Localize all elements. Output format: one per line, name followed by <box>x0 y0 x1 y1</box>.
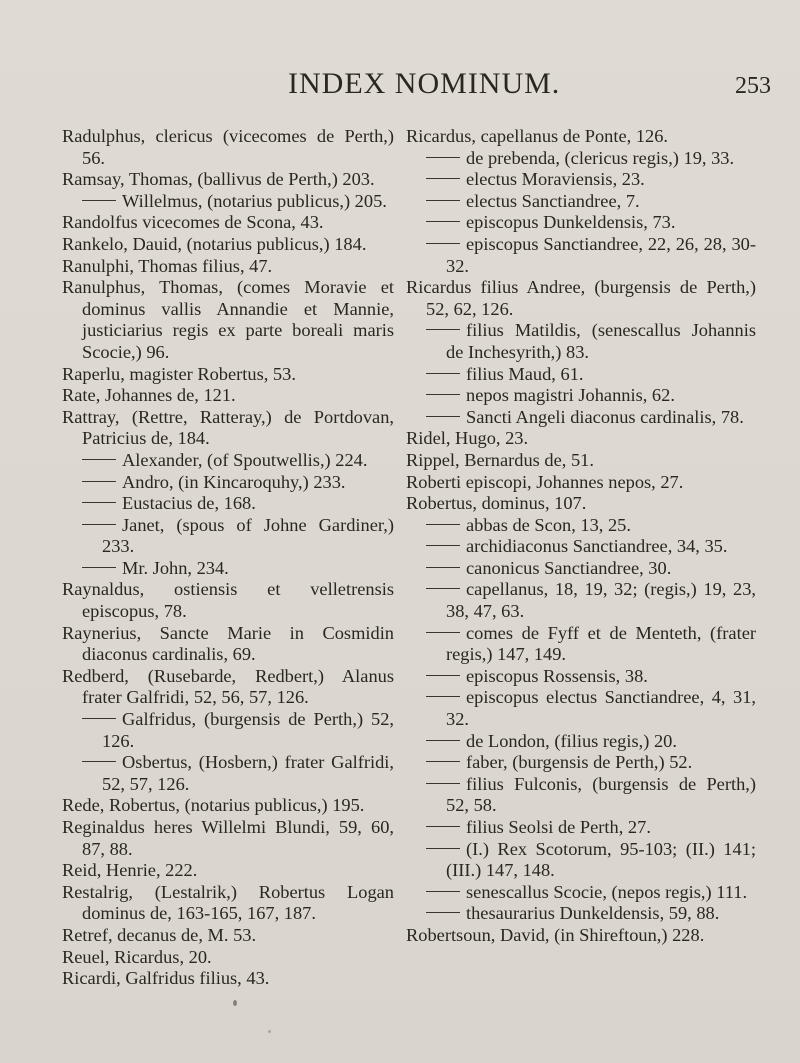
ditto-dash <box>426 567 460 568</box>
entry-text: Mr. John, 234. <box>122 557 229 578</box>
entry-text: de prebenda, (clericus regis,) 19, 33. <box>466 147 735 168</box>
ditto-dash <box>426 329 460 330</box>
entry-text: Roberti episcopi, Johannes nepos, 27. <box>406 471 684 492</box>
entry-text: Raperlu, magister Robertus, 53. <box>62 363 296 384</box>
index-subentry <box>406 731 756 753</box>
index-entry <box>62 212 394 234</box>
entry-text: Ridel, Hugo, 23. <box>406 428 529 449</box>
entry-text: nepos magistri Johannis, 62. <box>466 385 675 406</box>
index-entry <box>406 126 756 148</box>
ditto-dash <box>82 459 116 460</box>
index-subentry <box>406 558 756 580</box>
ditto-dash <box>426 416 460 417</box>
ditto-dash <box>426 200 460 201</box>
entry-text: Restalrig, (Lestalrik,) Robertus Logan dominus de, 163-165, 167, 187. <box>62 881 394 924</box>
ditto-dash <box>426 761 460 762</box>
entry-text: senescallus Scocie, (nepos regis,) 111. <box>466 881 748 902</box>
index-subentry <box>62 709 394 752</box>
index-entry <box>406 472 756 494</box>
ditto-dash <box>426 783 460 784</box>
entry-text: Rippel, Bernardus de, 51. <box>406 449 594 470</box>
entry-text: Rate, Johannes de, 121. <box>62 385 236 406</box>
ditto-dash <box>82 718 116 719</box>
entry-text: electus Sanctiandree, 7. <box>466 190 640 211</box>
entry-text: filius Fulconis, (burgensis de Perth,) 52, 58. <box>446 773 756 816</box>
entry-text: Willelmus, (notarius publicus,) 205. <box>122 190 387 211</box>
entry-text: Reid, Henrie, 222. <box>62 860 198 881</box>
entry-text: Randolfus vicecomes de Scona, 43. <box>62 212 324 233</box>
ditto-dash <box>426 394 460 395</box>
running-head <box>0 66 800 106</box>
index-entry <box>62 860 394 882</box>
ditto-dash <box>82 567 116 568</box>
left-column <box>62 126 394 990</box>
entry-text: (I.) Rex Scotorum, 95-103; (II.) 141; (III.) 147, 148. <box>446 838 756 881</box>
index-entry <box>62 968 394 990</box>
ditto-dash <box>426 696 460 697</box>
index-subentry <box>406 687 756 730</box>
index-entry <box>62 666 394 709</box>
index-entry <box>406 277 756 320</box>
ditto-dash <box>426 221 460 222</box>
entry-text: Radulphus, clericus (vicecomes de Perth,) 56. <box>62 126 394 168</box>
index-entry <box>62 407 394 450</box>
index-subentry <box>62 472 394 494</box>
entry-text: filius Maud, 61. <box>466 363 584 384</box>
entry-text: episcopus Dunkeldensis, 73. <box>466 212 676 233</box>
ditto-dash <box>426 826 460 827</box>
index-subentry <box>406 623 756 666</box>
paper-speck <box>233 1000 237 1006</box>
ditto-dash <box>426 632 460 633</box>
index-entry <box>62 126 394 169</box>
entry-text: electus Moraviensis, 23. <box>466 169 645 190</box>
entry-text: abbas de Scon, 13, 25. <box>466 514 631 535</box>
index-subentry <box>406 385 756 407</box>
index-subentry <box>406 752 756 774</box>
entry-text: Ranulphus, Thomas, (comes Moravie et dominus vallis Annandie et Mannie, justiciarius regis ex parte boreali maris Scocie,) 96. <box>62 277 394 362</box>
page-number: 253 <box>735 73 771 99</box>
entry-text: episcopus Rossensis, 38. <box>466 665 648 686</box>
entry-text: Reginaldus heres Willelmi Blundi, 59, 60, 87, 88. <box>62 817 394 859</box>
entry-text: Rankelo, Dauid, (notarius publicus,) 184. <box>62 233 367 254</box>
index-entry <box>62 795 394 817</box>
entry-text: Raynaldus, ostiensis et velletrensis episcopus, 78. <box>62 579 394 622</box>
ditto-dash <box>426 243 460 244</box>
index-subentry <box>406 536 756 558</box>
index-subentry <box>62 515 394 558</box>
entry-text: Ramsay, Thomas, (ballivus de Perth,) 203. <box>62 169 375 190</box>
entry-text: Rede, Robertus, (notarius publicus,) 195. <box>62 795 365 816</box>
index-entry <box>62 256 394 278</box>
index-subentry <box>406 320 756 363</box>
ditto-dash <box>426 157 460 158</box>
entry-text: Alexander, (of Spoutwellis,) 224. <box>122 449 368 470</box>
entry-text: Rattray, (Rettre, Ratteray,) de Portdovan, Patricius de, 184. <box>62 406 394 449</box>
index-subentry <box>406 839 756 882</box>
entry-text: Retref, decanus de, M. 53. <box>62 924 257 945</box>
index-entry <box>62 169 394 191</box>
index-entry <box>406 428 756 450</box>
entry-text: Ranulphi, Thomas filius, 47. <box>62 255 273 276</box>
entry-text: Osbertus, (Hosbern,) frater Galfridi, 52, 57, 126. <box>102 752 394 794</box>
index-subentry <box>406 169 756 191</box>
entry-text: archidiaconus Sanctiandree, 34, 35. <box>466 536 728 557</box>
index-subentry <box>406 666 756 688</box>
entry-text: episcopus Sanctiandree, 22, 26, 28, 30-32. <box>446 233 756 276</box>
index-subentry <box>62 558 394 580</box>
index-subentry <box>62 450 394 472</box>
ditto-dash <box>426 588 460 589</box>
index-subentry <box>406 191 756 213</box>
index-subentry <box>406 817 756 839</box>
entry-text: Andro, (in Kincaroquhy,) 233. <box>122 471 346 492</box>
ditto-dash <box>426 545 460 546</box>
index-entry <box>406 450 756 472</box>
ditto-dash <box>426 178 460 179</box>
ditto-dash <box>426 912 460 913</box>
paper-speck <box>268 1030 271 1033</box>
index-subentry <box>406 148 756 170</box>
entry-text: capellanus, 18, 19, 32; (regis,) 19, 23, 38, 47, 63. <box>446 579 756 622</box>
entry-text: Robertus, dominus, 107. <box>406 493 587 514</box>
right-column <box>406 126 756 947</box>
ditto-dash <box>426 373 460 374</box>
entry-text: Ricardi, Galfridus filius, 43. <box>62 968 270 989</box>
index-entry <box>406 925 756 947</box>
entry-text: de London, (filius regis,) 20. <box>466 730 677 751</box>
index-subentry <box>62 191 394 213</box>
index-subentry <box>406 407 756 429</box>
index-entry <box>62 579 394 622</box>
ditto-dash <box>426 891 460 892</box>
entry-text: Eustacius de, 168. <box>122 493 256 514</box>
entry-text: Ricardus filius Andree, (burgensis de Perth,) 52, 62, 126. <box>406 277 756 319</box>
index-subentry <box>62 752 394 795</box>
entry-text: Galfridus, (burgensis de Perth,) 52, 126. <box>102 709 394 751</box>
page-title: INDEX NOMINUM. <box>288 67 561 100</box>
index-entry <box>62 385 394 407</box>
entry-text: filius Seolsi de Perth, 27. <box>466 817 651 837</box>
index-entry <box>62 623 394 666</box>
entry-text: canonicus Sanctiandree, 30. <box>466 557 672 578</box>
index-subentry <box>406 515 756 537</box>
index-subentry <box>406 903 756 925</box>
ditto-dash <box>82 761 116 762</box>
entry-text: comes de Fyff et de Menteth, (frater regis,) 147, 149. <box>446 622 756 665</box>
index-entry <box>62 947 394 969</box>
index-subentry <box>406 212 756 234</box>
ditto-dash <box>82 502 116 503</box>
index-entry <box>406 493 756 515</box>
index-subentry <box>406 774 756 817</box>
ditto-dash <box>82 200 116 201</box>
index-subentry <box>406 234 756 277</box>
entry-text: Raynerius, Sancte Marie in Cosmidin diaconus cardinalis, 69. <box>62 622 394 665</box>
index-subentry <box>406 882 756 904</box>
entry-text: Sancti Angeli diaconus cardinalis, 78. <box>466 406 744 427</box>
ditto-dash <box>426 740 460 741</box>
index-entry <box>62 817 394 860</box>
ditto-dash <box>82 524 116 525</box>
entry-text: Ricardus, capellanus de Ponte, 126. <box>406 126 669 146</box>
ditto-dash <box>426 675 460 676</box>
index-entry <box>62 925 394 947</box>
ditto-dash <box>82 481 116 482</box>
index-subentry <box>406 579 756 622</box>
entry-text: episcopus electus Sanctiandree, 4, 31, 32. <box>446 687 756 730</box>
entry-text: thesaurarius Dunkeldensis, 59, 88. <box>466 903 720 924</box>
index-subentry <box>62 493 394 515</box>
entry-text: filius Matildis, (senescallus Johannis de Inchesyrith,) 83. <box>446 320 756 362</box>
index-entry <box>62 364 394 386</box>
entry-text: Robertsoun, David, (in Shireftoun,) 228. <box>406 924 705 945</box>
index-entry <box>62 277 394 363</box>
index-entry <box>62 882 394 925</box>
ditto-dash <box>426 848 460 849</box>
entry-text: Redberd, (Rusebarde, Redbert,) Alanus frater Galfridi, 52, 56, 57, 126. <box>62 665 394 708</box>
index-entry <box>62 234 394 256</box>
entry-text: Janet, (spous of Johne Gardiner,) 233. <box>102 514 394 557</box>
index-subentry <box>406 364 756 386</box>
ditto-dash <box>426 524 460 525</box>
entry-text: faber, (burgensis de Perth,) 52. <box>466 752 693 773</box>
entry-text: Reuel, Ricardus, 20. <box>62 946 212 967</box>
